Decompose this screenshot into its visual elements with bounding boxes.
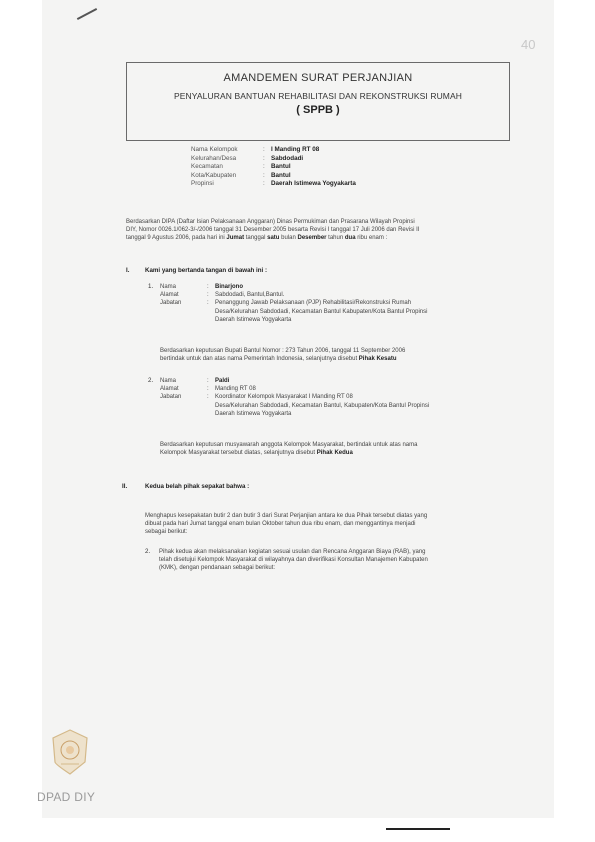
info-label: Kecamatan bbox=[191, 163, 223, 171]
bottom-rule bbox=[386, 828, 450, 830]
info-label: Propinsi bbox=[191, 180, 214, 188]
section-2-title: Kedua belah pihak sepakat bahwa : bbox=[145, 483, 250, 490]
page-number: 40 bbox=[521, 37, 536, 52]
clause-number: 2. bbox=[145, 548, 151, 555]
section-2-number: II. bbox=[122, 483, 128, 490]
party-2-name: Paldi bbox=[215, 378, 230, 384]
info-value: Bantul bbox=[271, 171, 291, 179]
info-row: Kelurahan/Desa : Sabdodadi bbox=[191, 154, 304, 162]
party-label: Nama bbox=[160, 378, 177, 384]
intro-line: tanggal 9 Agustus 2006, pada hari ini Jumat tanggal satu bulan Desember tahun dua ribu enam : bbox=[126, 235, 388, 242]
document-subtitle: PENYALURAN BANTUAN REHABILITASI DAN REKONSTRUKSI RUMAH bbox=[174, 91, 462, 101]
intro-line: Berdasarkan DIPA (Daftar Isian Pelaksanaan Anggaran) Dinas Permukiman dan Prasarana Wilayah Propinsi bbox=[126, 219, 415, 225]
info-row: Propinsi : Daerah Istimewa Yogyakarta bbox=[191, 180, 356, 188]
party-1-position: Desa/Kelurahan Sabdodadi, Kecamatan Bantul Kabupaten/Kota Bantul Propinsi bbox=[215, 308, 428, 315]
party-2-address: Manding RT 08 bbox=[215, 386, 256, 393]
info-label: Nama Kelompok bbox=[191, 146, 238, 153]
party-1-position: Daerah Istimewa Yogyakarta bbox=[215, 316, 292, 323]
info-value: Sabdodadi bbox=[271, 154, 304, 162]
party-2-details: Nama : Paldi Alamat : Manding RT 08 Jabatan : Koordinator Kelompok Masyarakat I Manding RT 08 Desa/Kelurahan Sabdodadi, Kecamatan Bantul, Kabupaten/Kota Bantul Propinsi Daerah Istimewa Yogyakarta bbox=[160, 377, 495, 418]
document-code: ( SPPB ) bbox=[296, 104, 340, 116]
party-1-basis: Berdasarkan keputusan Bupati Bantul Nomor : 273 Tahun 2006, tanggal 11 September 2006 bertindak untuk dan atas nama Pemerintah Indonesia, selanjutnya disebut Pihak Kesatu bbox=[160, 348, 406, 363]
party-1-position: Penanggung Jawab Pelaksanaan (PJP) Rehabilitasi/Rekonstruksi Rumah bbox=[215, 300, 412, 307]
party-2-basis: Berdasarkan keputusan musyawarah anggota Kelompok Masyarakat, bertindak untuk atas nama Kelompok Masyarakat tersebut diatas, selanjutnya disebut Pihak Kedua bbox=[160, 442, 418, 457]
party-2-position: Desa/Kelurahan Sabdodadi, Kecamatan Bantul, Kabupaten/Kota Bantul Propinsi bbox=[215, 402, 430, 409]
archive-watermark: DPAD DIY bbox=[37, 790, 96, 804]
regional-seal-logo bbox=[49, 728, 91, 776]
party-2-number: 2. bbox=[148, 377, 154, 384]
info-value: I Manding RT 08 bbox=[271, 146, 320, 153]
party-label: Nama bbox=[160, 284, 177, 290]
clause-2-text: Pihak kedua akan melaksanakan kegiatan sesuai usulan dan Rencana Anggaran Biaya (RAB), yang telah disetujui Kelompok Masyarakat di wilayahnya dan diverifikasi Konsultan Manajemen Kabupaten (KMK), dengan pendanaan sebagai berikut: bbox=[159, 549, 428, 572]
intro-line: DIY, Nomor 0026.1/062-3/-/2006 tanggal 31 Desember 2005 besarta Revisi I tanggal 17 Juli 2006 dan Revisi II bbox=[126, 227, 420, 234]
party-label: Alamat bbox=[160, 292, 179, 299]
info-row: Nama Kelompok : I Manding RT 08 bbox=[191, 146, 320, 153]
title-box bbox=[126, 62, 510, 141]
group-info bbox=[191, 146, 356, 189]
document-title: AMANDEMEN SURAT PERJANJIAN bbox=[223, 72, 413, 84]
party-1-name: Binarjono bbox=[215, 284, 243, 290]
section-1-number: I. bbox=[126, 267, 130, 274]
info-label: Kelurahan/Desa bbox=[191, 154, 237, 162]
info-label: Kota/Kabupaten bbox=[191, 171, 237, 179]
info-row: Kota/Kabupaten : Bantul bbox=[191, 171, 291, 179]
info-value: Daerah Istimewa Yogyakarta bbox=[271, 180, 356, 188]
party-1-details: Nama : Binarjono Alamat : Sabdodadi, Bantul,Bantul. Jabatan : Penanggung Jawab Pelaksanaan (PJP) Rehabilitasi/Rekonstruksi Rumah Desa/Kelurahan Sabdodadi, Kecamatan Bantul Kabupaten/Kota Bantul Propinsi Daerah Istimewa Yogyakarta bbox=[160, 283, 495, 324]
party-1-number: 1. bbox=[148, 283, 154, 290]
info-value: Bantul bbox=[271, 163, 291, 171]
section-1-title: Kami yang bertanda tangan di bawah ini : bbox=[145, 267, 268, 274]
intro-paragraph bbox=[126, 218, 510, 243]
party-2-position: Daerah Istimewa Yogyakarta bbox=[215, 410, 292, 417]
party-label: Jabatan bbox=[160, 394, 182, 401]
party-2-position: Koordinator Kelompok Masyarakat I Manding RT 08 bbox=[215, 394, 353, 401]
info-row: Kecamatan : Bantul bbox=[191, 163, 291, 171]
section-2-paragraph: Menghapus kesepakatan butir 2 dan butir 3 dari Surat Perjanjian antara ke dua Pihak tersebut diatas yang dibuat pada hari Jumat tanggal enam bulan Oktober tahun dua ribu enam, dan menggantinya menjadi sebagai berikut: bbox=[145, 513, 428, 536]
party-label: Alamat bbox=[160, 386, 179, 393]
party-label: Jabatan bbox=[160, 300, 182, 307]
party-1-address: Sabdodadi, Bantul,Bantul. bbox=[215, 292, 285, 299]
